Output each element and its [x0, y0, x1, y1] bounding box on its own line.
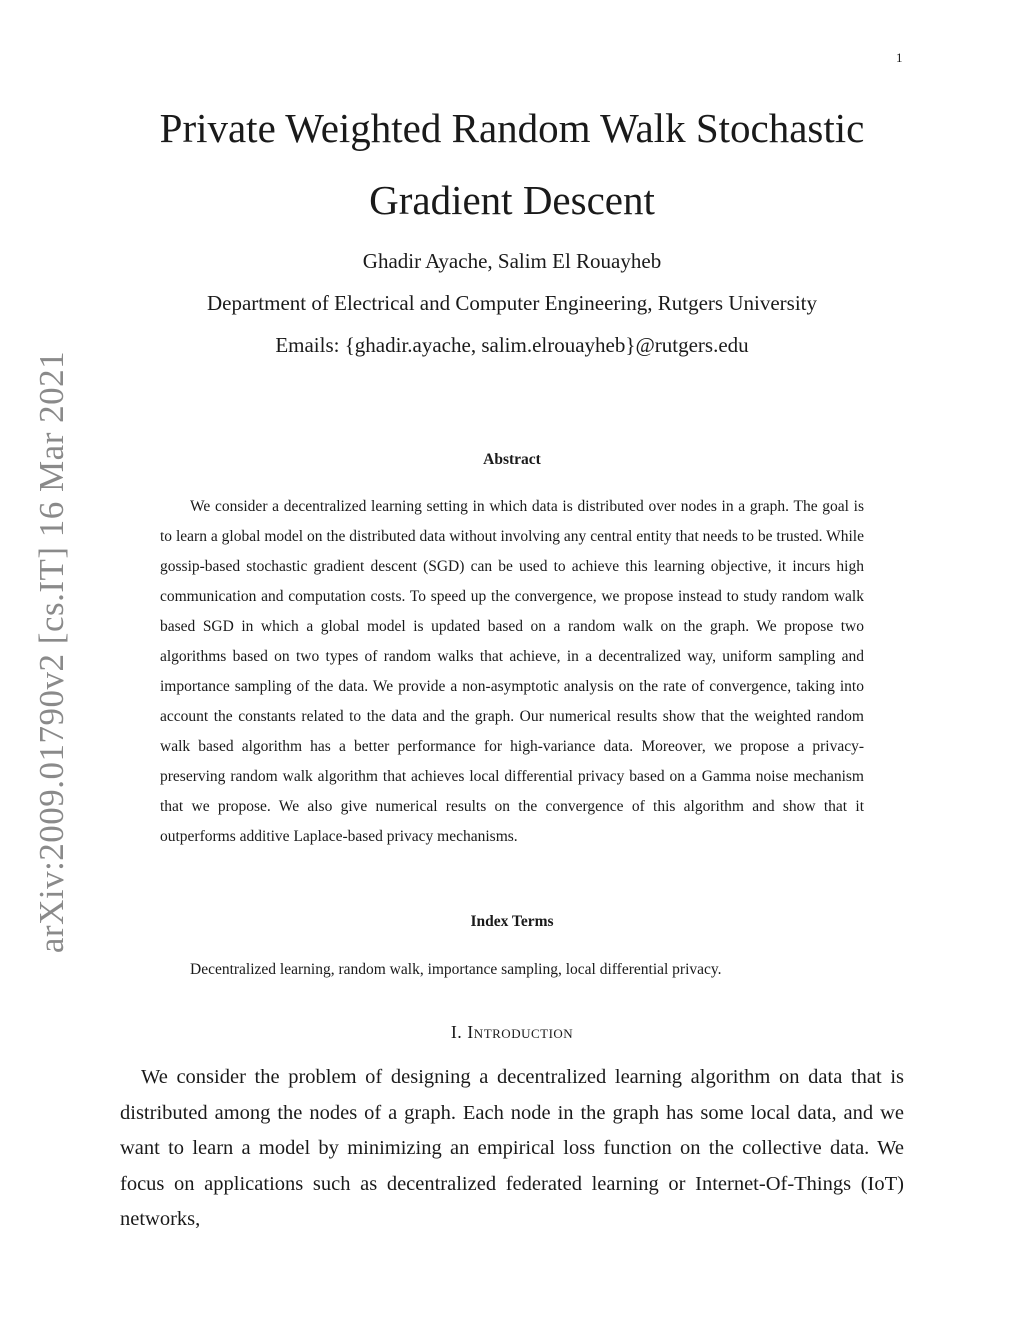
author-block: [120, 240, 904, 366]
author-names: Ghadir Ayache, Salim El Rouayheb: [362, 249, 662, 273]
author-affiliation: Department of Electrical and Computer Engineering, Rutgers University: [207, 291, 817, 315]
section-heading-introduction: I. Introduction: [450, 1022, 574, 1042]
author-emails: Emails: {ghadir.ayache, salim.elrouayheb}@rutgers.edu: [275, 333, 749, 357]
abstract-heading: Abstract: [483, 451, 541, 468]
arxiv-identifier-stamp: arXiv:2009.01790v2 [cs.IT] 16 Mar 2021: [32, 350, 71, 954]
index-terms-heading: Index Terms: [470, 913, 554, 930]
paper-title: Private Weighted Random Walk Stochastic Gradient Descent: [159, 105, 865, 223]
page-number: 1: [896, 50, 903, 65]
abstract-body: We consider a decentralized learning setting in which data is distributed over nodes in a graph. The goal is to learn a global model on the distributed data without involving any central entity that needs to be trusted. While gossip-based stochastic gradient descent (SGD) can be used to achieve this learning objective, it incurs high communication and computation costs. To speed up the convergence, we propose instead to study random walk based SGD in which a global model is updated based on a random walk on the graph. We propose two algorithms based on two types of random walks that achieve, in a decentralized way, uniform sampling and importance sampling of the data. We provide a non-asymptotic analysis on the rate of convergence, taking into account the constants related to the data and the graph. Our numerical results show that the weighted random walk based algorithm has a better performance for high-variance data. Moreover, we propose a privacy-preserving random walk algorithm that achieves local differential privacy based on a Gamma noise mechanism that we propose. We also give numerical results on the convergence of this algorithm and show that it outperforms additive Laplace-based privacy mechanisms.: [160, 498, 864, 845]
introduction-paragraph: We consider the problem of designing a decentralized learning algorithm on data that is distributed among the nodes of a graph. Each node in the graph has some local data, and we want to learn a model by minimizing an empirical loss function on the collective data. We focus on applications such as decentralized federated learning or Internet-Of-Things (IoT) networks,: [120, 1066, 904, 1230]
index-terms-body: Decentralized learning, random walk, importance sampling, local differential privacy.: [190, 961, 722, 978]
